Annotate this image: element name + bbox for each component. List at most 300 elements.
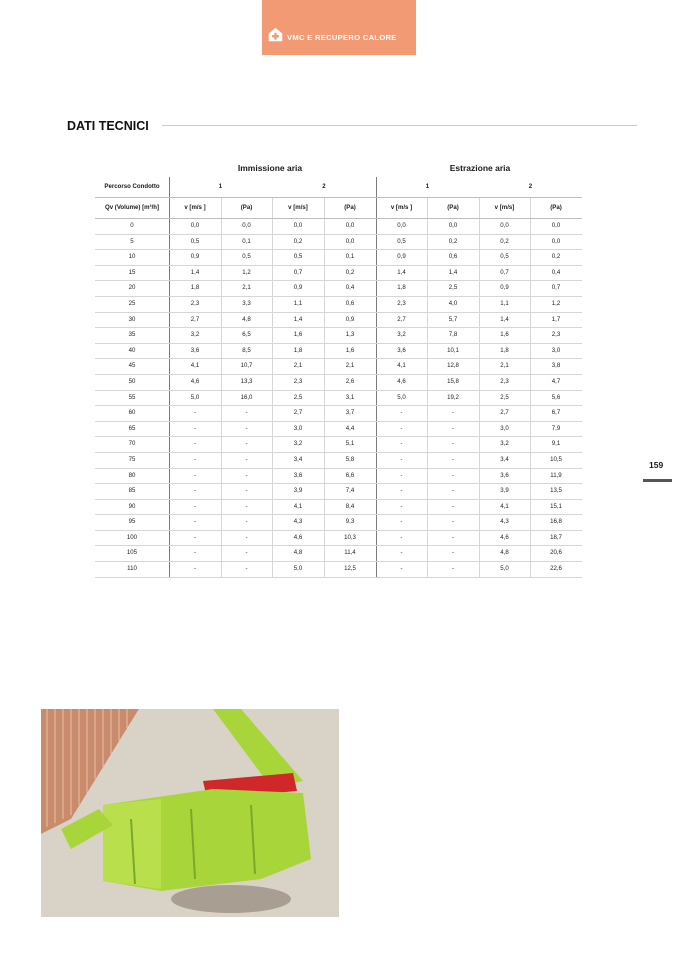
table-cell: 0,0 — [397, 222, 406, 229]
table-cell: 5,0 — [500, 565, 509, 573]
table-cell: 55 — [128, 393, 136, 401]
column-divider — [530, 562, 531, 577]
column-divider — [376, 562, 377, 577]
column-divider — [221, 546, 222, 561]
table-row — [95, 313, 582, 329]
column-divider — [530, 531, 531, 546]
table-cell: 3,8 — [551, 362, 561, 370]
column-divider — [427, 391, 428, 406]
table-cell: 4,1 — [190, 362, 200, 370]
table-cell: - — [451, 487, 455, 495]
table-cell: - — [451, 409, 455, 417]
table-row — [95, 250, 582, 266]
table-cell: 4,0 — [448, 299, 458, 307]
column-divider — [169, 198, 170, 218]
table-cell: 3,9 — [293, 487, 303, 495]
table-cell: - — [451, 549, 455, 557]
column-divider — [530, 437, 531, 452]
column-divider — [324, 359, 325, 374]
route-number: 2 — [322, 183, 326, 190]
column-divider — [169, 359, 170, 374]
table-cell: - — [400, 487, 403, 495]
column-divider — [324, 328, 325, 343]
column-divider — [324, 235, 325, 250]
column-divider — [427, 437, 428, 452]
product-photo — [41, 709, 339, 917]
table-cell: - — [245, 455, 248, 463]
table-cell: 4,1 — [397, 362, 406, 370]
column-divider — [272, 250, 273, 265]
table-row — [95, 515, 582, 531]
column-divider — [427, 235, 428, 250]
column-divider — [169, 219, 170, 234]
column-divider — [221, 469, 222, 484]
table-cell: 0,2 — [500, 237, 509, 245]
table-cell: 10,3 — [344, 533, 356, 541]
column-divider — [479, 313, 480, 328]
column-header: (Pa) — [240, 204, 253, 211]
column-divider — [427, 484, 428, 499]
table-cell: 15 — [128, 268, 136, 276]
house-plus-icon — [267, 26, 284, 43]
column-divider — [530, 250, 531, 265]
column-divider — [427, 469, 428, 484]
column-divider — [272, 406, 273, 421]
column-divider — [272, 546, 273, 561]
column-divider — [530, 359, 531, 374]
table-cell: 2,1 — [500, 362, 509, 370]
table-cell: 2,3 — [190, 299, 200, 307]
column-divider — [221, 344, 222, 359]
table-cell: - — [245, 487, 248, 495]
table-cell: - — [245, 424, 248, 432]
route-label: Percorso Condotto — [104, 183, 160, 190]
column-divider — [169, 422, 170, 437]
table-cell: - — [193, 487, 197, 495]
table-cell: 13,5 — [550, 487, 562, 495]
column-divider — [221, 313, 222, 328]
route-number: 1 — [218, 183, 223, 190]
column-divider — [169, 453, 170, 468]
table-cell: 0,9 — [345, 315, 355, 323]
table-cell: 75 — [128, 455, 136, 463]
column-divider — [324, 281, 325, 296]
table-cell: 0,0 — [448, 222, 458, 229]
section-title: DATI TECNICI — [67, 119, 149, 133]
table-cell: 3,6 — [500, 471, 509, 479]
column-divider — [427, 422, 428, 437]
table-cell: 0,0 — [293, 222, 303, 229]
category-badge — [262, 0, 416, 55]
table-cell: 105 — [126, 549, 138, 557]
table-cell: 1,4 — [448, 268, 458, 276]
table-cell: 80 — [128, 471, 136, 479]
table-cell: 5,0 — [293, 565, 303, 573]
column-divider — [324, 250, 325, 265]
column-divider — [221, 391, 222, 406]
column-header: v [m/s ] — [184, 204, 206, 211]
column-divider — [479, 562, 480, 577]
column-divider — [272, 469, 273, 484]
table-cell: 16,8 — [550, 518, 562, 526]
column-divider — [376, 437, 377, 452]
table-cell: - — [193, 533, 197, 541]
column-divider — [324, 437, 325, 452]
table-cell: 2,1 — [242, 284, 251, 292]
table-cell: - — [193, 440, 197, 448]
table-cell: 5,1 — [345, 440, 355, 448]
table-cell: - — [451, 471, 455, 479]
column-divider — [479, 422, 480, 437]
column-divider — [427, 562, 428, 577]
column-divider — [427, 250, 428, 265]
column-header: v [m/s] — [494, 204, 515, 211]
column-divider — [530, 375, 531, 390]
table-cell: 1,4 — [293, 315, 303, 323]
table-cell: 3,2 — [190, 331, 200, 339]
column-divider — [324, 313, 325, 328]
table-cell: 1,8 — [190, 284, 200, 292]
column-divider — [427, 266, 428, 281]
table-cell: 45 — [128, 362, 136, 370]
table-cell: 0,5 — [397, 237, 406, 245]
table-cell: - — [400, 502, 403, 510]
column-divider — [324, 266, 325, 281]
column-divider — [272, 562, 273, 577]
table-cell: 1,6 — [293, 331, 303, 339]
table-cell: 3,1 — [345, 393, 355, 401]
column-divider — [169, 313, 170, 328]
table-cell: 6,6 — [345, 471, 355, 479]
column-divider — [169, 328, 170, 343]
table-row — [95, 453, 582, 469]
table-cell: - — [451, 533, 455, 541]
table-cell: 100 — [126, 533, 138, 541]
table-cell: 4,6 — [397, 377, 406, 385]
column-divider — [272, 484, 273, 499]
table-cell: 2,7 — [397, 315, 406, 323]
table-cell: 1,2 — [551, 299, 561, 307]
column-divider — [272, 297, 273, 312]
column-divider — [530, 297, 531, 312]
table-cell: - — [400, 471, 403, 479]
column-divider — [221, 437, 222, 452]
column-divider — [376, 266, 377, 281]
column-divider — [272, 375, 273, 390]
table-row — [95, 297, 582, 313]
column-divider — [324, 297, 325, 312]
table-row — [95, 266, 582, 282]
table-cell: 0,9 — [190, 253, 200, 261]
table-cell: 0,5 — [242, 253, 251, 261]
column-divider — [427, 344, 428, 359]
table-row — [95, 546, 582, 562]
column-divider — [530, 515, 531, 530]
column-divider — [530, 281, 531, 296]
column-divider — [376, 198, 377, 218]
column-header: v [m/s] — [288, 204, 308, 211]
table-row — [95, 484, 582, 500]
table-cell: 85 — [128, 487, 136, 495]
table-cell: 20 — [128, 284, 136, 292]
column-divider — [221, 500, 222, 515]
column-divider — [324, 391, 325, 406]
table-cell: 2,7 — [500, 409, 509, 417]
table-row — [95, 281, 582, 297]
table-cell: 3,2 — [293, 440, 303, 448]
table-cell: 0,0 — [242, 222, 251, 229]
table-cell: - — [193, 565, 197, 573]
column-divider — [479, 344, 480, 359]
column-divider — [272, 515, 273, 530]
column-divider — [324, 562, 325, 577]
table-cell: 3,0 — [551, 346, 561, 354]
column-divider — [221, 406, 222, 421]
column-divider — [479, 266, 480, 281]
column-divider — [272, 328, 273, 343]
table-cell: 5 — [130, 237, 134, 245]
column-divider — [376, 453, 377, 468]
table-cell: - — [451, 424, 455, 432]
table-cell: 3,9 — [500, 487, 509, 495]
column-divider — [221, 453, 222, 468]
table-cell: 0,9 — [293, 284, 303, 292]
column-divider — [376, 531, 377, 546]
column-divider — [427, 297, 428, 312]
table-cell: 25 — [128, 299, 136, 307]
table-cell: 5,0 — [190, 393, 200, 401]
table-cell: - — [451, 518, 455, 526]
column-divider — [479, 281, 480, 296]
table-row — [95, 469, 582, 485]
column-divider — [324, 500, 325, 515]
column-divider — [530, 406, 531, 421]
table-cell: 0,6 — [345, 299, 355, 307]
column-divider — [324, 515, 325, 530]
column-divider — [376, 546, 377, 561]
table-cell: 5,8 — [345, 455, 355, 463]
table-cell: 3,6 — [293, 471, 303, 479]
table-cell: 0,2 — [345, 268, 355, 276]
table-cell: 11,9 — [550, 471, 562, 479]
column-divider — [324, 406, 325, 421]
table-cell: 4,6 — [190, 377, 200, 385]
column-divider — [169, 406, 170, 421]
column-divider — [376, 177, 377, 197]
column-divider — [169, 375, 170, 390]
table-cell: 3,2 — [397, 331, 406, 339]
column-divider — [376, 391, 377, 406]
column-divider — [376, 359, 377, 374]
table-cell: - — [451, 502, 455, 510]
column-divider — [376, 375, 377, 390]
column-divider — [324, 531, 325, 546]
column-divider — [530, 546, 531, 561]
table-cell: 2,6 — [345, 377, 355, 385]
table-cell: 5,6 — [551, 393, 561, 401]
column-divider — [530, 453, 531, 468]
table-cell: 12,5 — [344, 565, 356, 573]
table-cell: 0,0 — [551, 222, 561, 229]
table-body — [95, 219, 582, 578]
table-cell: 4,7 — [551, 377, 561, 385]
table-cell: 90 — [128, 502, 136, 510]
column-divider — [479, 297, 480, 312]
column-divider — [376, 235, 377, 250]
column-divider — [169, 297, 170, 312]
table-cell: 0,2 — [551, 253, 561, 261]
table-cell: - — [400, 455, 403, 463]
table-row — [95, 500, 582, 516]
column-divider — [376, 469, 377, 484]
table-cell: 4,3 — [293, 518, 303, 526]
column-divider — [221, 250, 222, 265]
table-cell: - — [245, 502, 248, 510]
table-cell: 65 — [128, 424, 136, 432]
table-cell: 0,0 — [345, 222, 355, 229]
table-cell: 110 — [127, 565, 137, 573]
column-divider — [272, 219, 273, 234]
table-cell: 6,7 — [551, 409, 561, 417]
table-cell: 60 — [128, 409, 136, 417]
table-cell: 0 — [130, 222, 134, 229]
table-cell: - — [400, 533, 403, 541]
table-cell: 10,7 — [240, 362, 253, 370]
table-cell: 2,3 — [397, 299, 406, 307]
column-divider — [479, 469, 480, 484]
table-cell: 3,0 — [293, 424, 303, 432]
table-cell: 22,6 — [550, 565, 562, 573]
column-divider — [169, 437, 170, 452]
table-row — [95, 359, 582, 375]
table-cell: 0,0 — [345, 237, 355, 245]
column-divider — [479, 453, 480, 468]
table-cell: 35 — [128, 331, 136, 339]
table-cell: - — [400, 424, 403, 432]
table-cell: 2,5 — [500, 393, 509, 401]
table-row — [95, 531, 582, 547]
table-cell: - — [451, 565, 455, 573]
table-cell: 2,1 — [293, 362, 303, 370]
table-cell: - — [245, 565, 248, 573]
column-divider — [169, 484, 170, 499]
column-divider — [169, 281, 170, 296]
column-divider — [530, 469, 531, 484]
column-divider — [272, 453, 273, 468]
column-divider — [221, 375, 222, 390]
table-cell: - — [193, 502, 197, 510]
technical-data-table — [95, 177, 582, 578]
table-cell: 3,4 — [500, 455, 509, 463]
table-cell: - — [245, 440, 248, 448]
column-divider — [479, 406, 480, 421]
column-divider — [272, 281, 273, 296]
column-divider — [427, 500, 428, 515]
column-divider — [272, 500, 273, 515]
column-divider — [376, 313, 377, 328]
column-divider — [479, 250, 480, 265]
column-divider — [272, 437, 273, 452]
table-cell: 12,8 — [447, 362, 459, 370]
table-cell: 1,7 — [551, 315, 561, 323]
table-cell: - — [193, 549, 197, 557]
column-divider — [479, 328, 480, 343]
column-divider — [427, 546, 428, 561]
column-header: (Pa) — [344, 204, 356, 211]
column-divider — [272, 531, 273, 546]
table-cell: 1,4 — [500, 315, 509, 323]
table-cell: 0,6 — [448, 253, 458, 261]
column-divider — [376, 515, 377, 530]
table-cell: - — [245, 471, 248, 479]
column-divider — [376, 297, 377, 312]
table-cell: 8,5 — [242, 346, 251, 354]
column-divider — [169, 515, 170, 530]
column-divider — [479, 219, 480, 234]
column-divider — [221, 359, 222, 374]
column-divider — [324, 484, 325, 499]
table-cell: - — [193, 424, 197, 432]
column-divider — [427, 219, 428, 234]
table-cell: 3,4 — [293, 455, 303, 463]
table-cell: - — [400, 549, 403, 557]
table-cell: 3,0 — [500, 424, 509, 432]
table-row — [95, 406, 582, 422]
column-divider — [427, 406, 428, 421]
column-divider — [427, 531, 428, 546]
column-divider — [221, 515, 222, 530]
column-divider — [530, 344, 531, 359]
table-cell: 1,3 — [345, 331, 355, 339]
table-cell: 4,6 — [293, 533, 303, 541]
column-divider — [324, 546, 325, 561]
column-divider — [427, 375, 428, 390]
table-cell: 2,7 — [190, 315, 200, 323]
column-divider — [376, 406, 377, 421]
table-cell: - — [193, 409, 197, 417]
table-cell: 5,0 — [397, 393, 406, 401]
column-divider — [376, 219, 377, 234]
column-divider — [324, 198, 325, 218]
column-divider — [169, 266, 170, 281]
column-divider — [272, 266, 273, 281]
table-row — [95, 437, 582, 453]
column-divider — [272, 344, 273, 359]
table-cell: 1,1 — [500, 299, 509, 307]
table-cell: - — [193, 471, 197, 479]
table-cell: 7,8 — [448, 331, 458, 339]
column-divider — [479, 391, 480, 406]
table-cell: 3,6 — [397, 346, 406, 354]
table-cell: - — [451, 440, 455, 448]
column-divider — [427, 359, 428, 374]
column-divider — [376, 484, 377, 499]
column-divider — [479, 546, 480, 561]
column-divider — [272, 235, 273, 250]
column-header-row — [95, 198, 582, 219]
column-divider — [530, 266, 531, 281]
table-cell: - — [193, 518, 197, 526]
table-cell: 16,0 — [240, 393, 253, 401]
table-cell: 7,9 — [551, 424, 561, 432]
table-row — [95, 344, 582, 360]
column-divider — [479, 235, 480, 250]
title-divider — [162, 125, 637, 126]
table-cell: - — [400, 409, 403, 417]
column-divider — [376, 344, 377, 359]
group-header-immissione: Immissione aria — [237, 163, 303, 173]
column-divider — [324, 344, 325, 359]
